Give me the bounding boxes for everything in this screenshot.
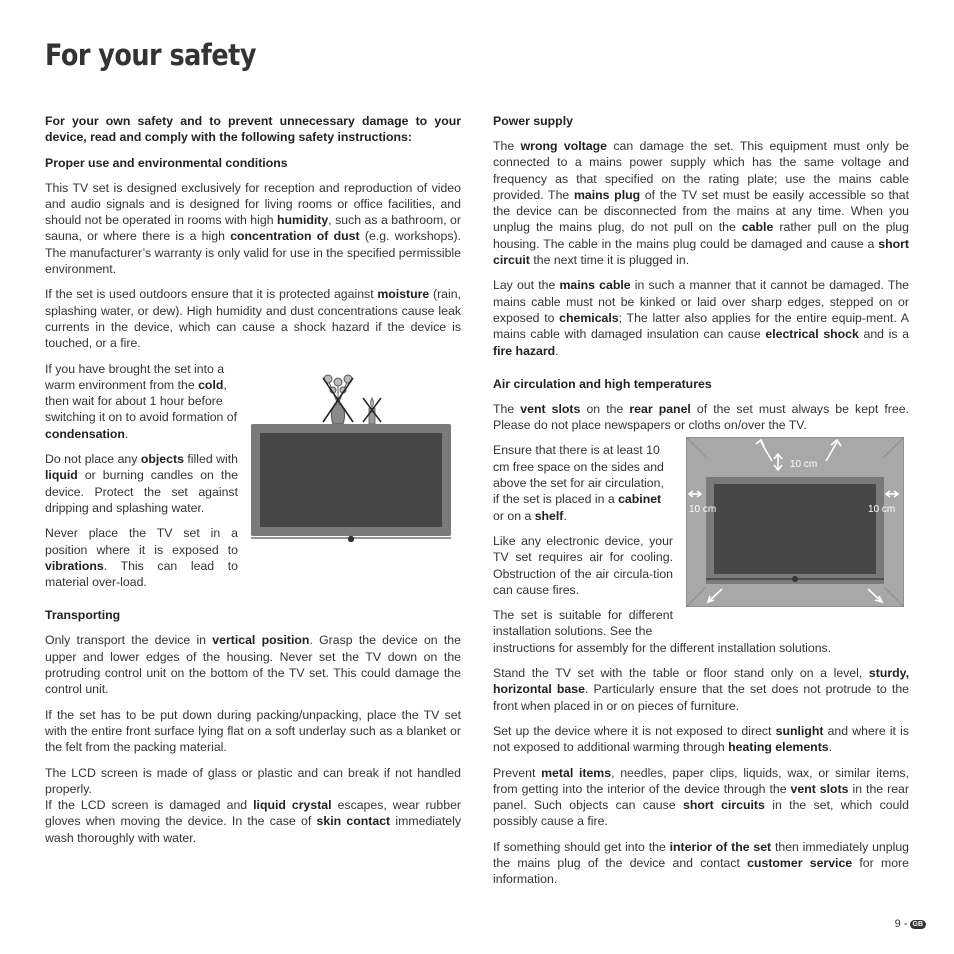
text-segment: Set up the device where it is not exposed to direct	[493, 723, 776, 738]
emphasized-term: mains plug	[573, 187, 641, 202]
text-segment: , such as a bathroom, or sauna, or where there is a high	[45, 213, 461, 244]
emphasized-term: heating elements	[728, 740, 829, 755]
text-segment: If you have brought the set into a warm environment from the	[45, 361, 225, 392]
paragraph	[493, 723, 909, 756]
page-title: For your safety	[45, 38, 256, 72]
text-segment: .	[124, 426, 129, 441]
emphasized-term: vibrations	[45, 558, 104, 573]
clearance-label-top: 10 cm	[790, 459, 818, 470]
text-segment: escapes, wear rubber gloves when moving the device. In the case of	[45, 798, 461, 829]
gb-country-badge: GB	[910, 920, 927, 929]
page-footer	[895, 918, 926, 930]
text-segment: . Grasp the device on the upper and lower edges of the housing. Never set the TV down on the protruding control unit on the bottom of the TV set. This could damage the control unit.	[45, 633, 461, 697]
heading-proper-use: Proper use and environmental conditions	[45, 155, 288, 170]
emphasized-term: short circuit	[493, 236, 909, 268]
emphasized-term: vent slots	[520, 401, 581, 416]
clearance-label-right: 10 cm	[868, 504, 896, 515]
text-segment: If the LCD screen is damaged and	[45, 798, 254, 813]
paragraph: Like any electronic device, your TV set requires air for cooling. Obstruction of the air circula-tion can cause fires.	[493, 533, 673, 597]
emphasized-term: vertical position	[212, 633, 310, 648]
emphasized-term: fire hazard	[493, 343, 556, 358]
tv-screen	[714, 484, 876, 574]
text-segment: in the rear panel. Such objects can cause	[493, 781, 909, 813]
paragraph	[45, 451, 238, 516]
emphasized-term: humidity	[276, 213, 329, 228]
emphasized-term: condensation	[45, 426, 125, 441]
emphasized-term: mains cable	[559, 278, 631, 293]
emphasized-term: chemicals	[559, 310, 619, 325]
emphasized-term: objects	[140, 452, 184, 467]
text-segment: filled with	[183, 452, 238, 467]
paragraph	[45, 361, 238, 442]
text-segment: for more information.	[493, 855, 909, 887]
paragraph	[45, 525, 238, 590]
paragraph	[45, 632, 461, 697]
text-segment: Prevent	[493, 765, 542, 780]
paragraph	[493, 765, 909, 830]
text-segment: Only transport the device in	[45, 633, 213, 648]
emphasized-term: concentration of dust	[230, 229, 360, 244]
text-segment: If the set is used outdoors ensure that it is protected against	[45, 287, 378, 302]
tv-screen	[260, 433, 442, 527]
text-segment: Never place the TV set in a position where it is exposed to	[45, 526, 238, 557]
paragraph	[493, 277, 909, 358]
flower-vase-icon	[323, 375, 353, 424]
heading-transporting: Transporting	[45, 608, 121, 623]
text-segment: and is a	[858, 327, 909, 342]
text-segment: then immediately unplug the mains plug of the device and contact	[493, 839, 909, 870]
text-segment: Do not place any	[45, 452, 141, 467]
emphasized-term: sunlight	[775, 723, 824, 738]
text-segment: in such a manner that it cannot be damaged. The mains cable must not be kinked or laid over sharp edges, stepped on or exposed to	[493, 278, 910, 325]
emphasized-term: skin contact	[316, 814, 391, 829]
text-segment: of the TV set must be easily accessible so that the device can be disconnected from the mains at any time. When you unplug the mains plug, do not pull on the	[493, 187, 909, 235]
text-segment: Ensure that there is at least 10 cm free space on the sides and above the set for air circulation, if the set is placed in a	[493, 443, 664, 507]
heading-power-supply: Power supply	[493, 114, 573, 128]
paragraph	[493, 665, 909, 714]
emphasized-term: cable	[741, 220, 774, 235]
text-segment: . Particularly ensure that the set does not protrude to the front when placed in or on pieces of furniture.	[493, 682, 909, 713]
text-segment: (rain, splashing water, or dew). High humidity and dust concentrations cause leak currents in the device, which can cause a shock hazard if the device is touched, or a fire.	[45, 287, 461, 351]
text-segment: .	[563, 508, 567, 523]
emphasized-term: customer service	[747, 855, 853, 870]
text-segment: The	[493, 401, 521, 416]
text-segment: in the set, which could possibly cause a fire.	[493, 798, 910, 829]
emphasized-term: cold	[198, 377, 224, 392]
heading-air-circulation: Air circulation and high temperatures	[493, 376, 712, 391]
tv-cabinet-clearance-illustration	[686, 437, 904, 607]
clearance-label-left: 10 cm	[689, 504, 717, 515]
text-segment: immediately wash thoroughly with water.	[45, 814, 461, 845]
emphasized-term: liquid	[45, 468, 78, 483]
paragraph: instructions for assembly for the different installation solutions.	[493, 640, 832, 655]
paragraph	[45, 797, 461, 846]
text-segment: The	[493, 139, 521, 153]
text-segment: the next time it is plugged in.	[529, 253, 690, 268]
control-unit-icon	[792, 576, 798, 582]
paragraph: The LCD screen is made of glass or plastic and can break if not handled properly.	[45, 765, 461, 796]
paragraph	[45, 286, 461, 351]
text-segment: or burning candles on the device. Protect the set against dripping and splashing water.	[45, 468, 238, 515]
paragraph	[493, 138, 909, 268]
paragraph	[493, 401, 909, 434]
emphasized-term: shelf	[534, 508, 564, 523]
text-segment: , needles, paper clips, liquids, wax, or similar items, from getting into the interior of the device through the	[493, 765, 909, 796]
paragraph: If the set has to be put down during packing/unpacking, place the TV set with the entire front surface lying flat on a soft underlay such as a blanket or the felt from the packing material.	[45, 707, 461, 755]
emphasized-term: moisture	[377, 287, 430, 302]
text-segment: .	[555, 343, 559, 358]
emphasized-term: liquid crystal	[253, 798, 332, 813]
candle-icon	[363, 398, 381, 424]
text-segment: If something should get into the	[493, 839, 670, 854]
text-segment: . This can lead to material over-load.	[45, 558, 238, 590]
text-segment: rather pull on the plug housing. The cable in the mains plug could be damaged and cause a	[493, 220, 909, 251]
text-segment: This TV set is designed exclusively for reception and reproduction of video and audio signals and is designed for living rooms or office facilities, and should not be operated in rooms with high	[45, 180, 461, 228]
emphasized-term: wrong voltage	[520, 139, 607, 153]
paragraph	[493, 839, 909, 888]
emphasized-term: electrical shock	[765, 327, 859, 342]
paragraph	[493, 442, 673, 523]
text-segment: on the	[580, 401, 630, 416]
tv-objects-illustration	[251, 368, 451, 544]
text-segment: and where it is not exposed to additional warming through	[493, 723, 909, 755]
text-segment: .	[828, 740, 833, 755]
emphasized-term: vent slots	[790, 781, 849, 796]
emphasized-term: cabinet	[618, 492, 662, 507]
emphasized-term: sturdy, horizontal base	[493, 666, 909, 697]
text-segment: Lay out the	[493, 278, 560, 293]
text-segment: Stand the TV set with the table or floor stand only on a level,	[493, 666, 869, 681]
emphasized-term: short circuits	[682, 798, 765, 813]
paragraph	[45, 180, 461, 278]
text-segment: or on a	[493, 508, 535, 523]
text-segment: (e.g. workshops). The manufacturer’s warranty is only valid for use in the specified permissible environment.	[45, 229, 462, 277]
text-segment: , then wait for about 1 hour before switching it on to avoid formation of	[45, 377, 238, 425]
control-unit-icon	[348, 536, 354, 542]
emphasized-term: interior of the set	[669, 839, 772, 854]
page-number: 9 -	[894, 918, 908, 930]
paragraph: The set is suitable for different installation solutions. See the	[493, 608, 673, 639]
emphasized-term: rear panel	[629, 401, 691, 416]
text-segment: ; The latter also applies for the entire equip-ment. A mains cable with damaged insulation can cause	[493, 310, 909, 342]
emphasized-term: metal items	[541, 765, 612, 780]
text-segment: of the set must always be kept free. Please do not place newspapers or cloths on/over the TV.	[493, 401, 909, 433]
intro-text: For your own safety and to prevent unnecessary damage to your device, read and comply with the following safety instructions:	[45, 114, 461, 145]
text-segment: can damage the set. This equipment must only be connected to a mains power supply which has the same voltage and frequency as that specified on the rating plate; use the mains cable provided. The	[493, 139, 910, 202]
